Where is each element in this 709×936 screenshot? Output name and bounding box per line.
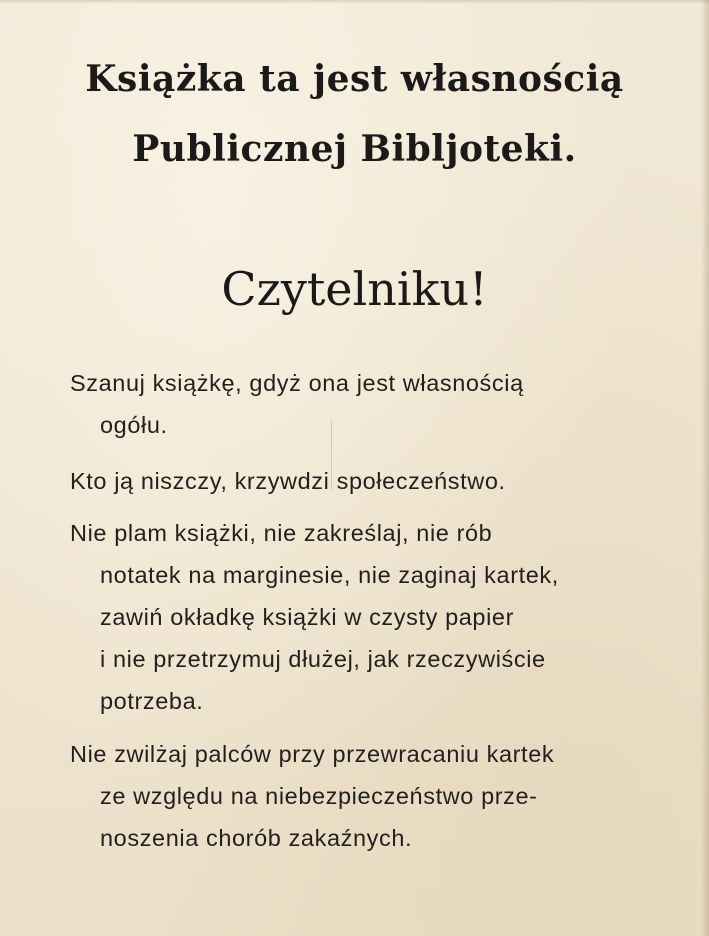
paragraph-line: ogółu. bbox=[100, 412, 168, 438]
paragraph-line: potrzeba. bbox=[100, 688, 204, 714]
ownership-heading-line-2: Publicznej Bibljoteki. bbox=[132, 128, 577, 170]
paragraph-line: Nie plam książki, nie zakreślaj, nie rób bbox=[70, 520, 493, 546]
paragraph-destroying-harms bbox=[70, 460, 506, 502]
paragraph-care-rules bbox=[70, 512, 559, 722]
paragraph-hygiene bbox=[70, 733, 554, 859]
paragraph-line: ze względu na niebezpieczeństwo prze- bbox=[100, 783, 538, 809]
paragraph-line: noszenia chorób zakaźnych. bbox=[100, 825, 413, 851]
paragraph-line: zawiń okładkę książki w czysty papier bbox=[100, 604, 515, 630]
paragraph-respect-book bbox=[70, 362, 524, 446]
paragraph-line: i nie przetrzymuj dłużej, jak rzeczywiście bbox=[100, 646, 546, 672]
reader-address-title: Czytelniku! bbox=[221, 262, 488, 316]
paragraph-line: notatek na marginesie, nie zaginaj kartek, bbox=[100, 562, 559, 588]
paragraph-line: Szanuj książkę, gdyż ona jest własnością bbox=[70, 370, 524, 396]
page-top-edge bbox=[0, 0, 709, 4]
ownership-heading-line-1: Książka ta jest własnością bbox=[85, 58, 624, 100]
paragraph-line: Kto ją niszczy, krzywdzi społeczeństwo. bbox=[70, 468, 506, 494]
paragraph-line: Nie zwilżaj palców przy przewracaniu kartek bbox=[70, 741, 555, 767]
